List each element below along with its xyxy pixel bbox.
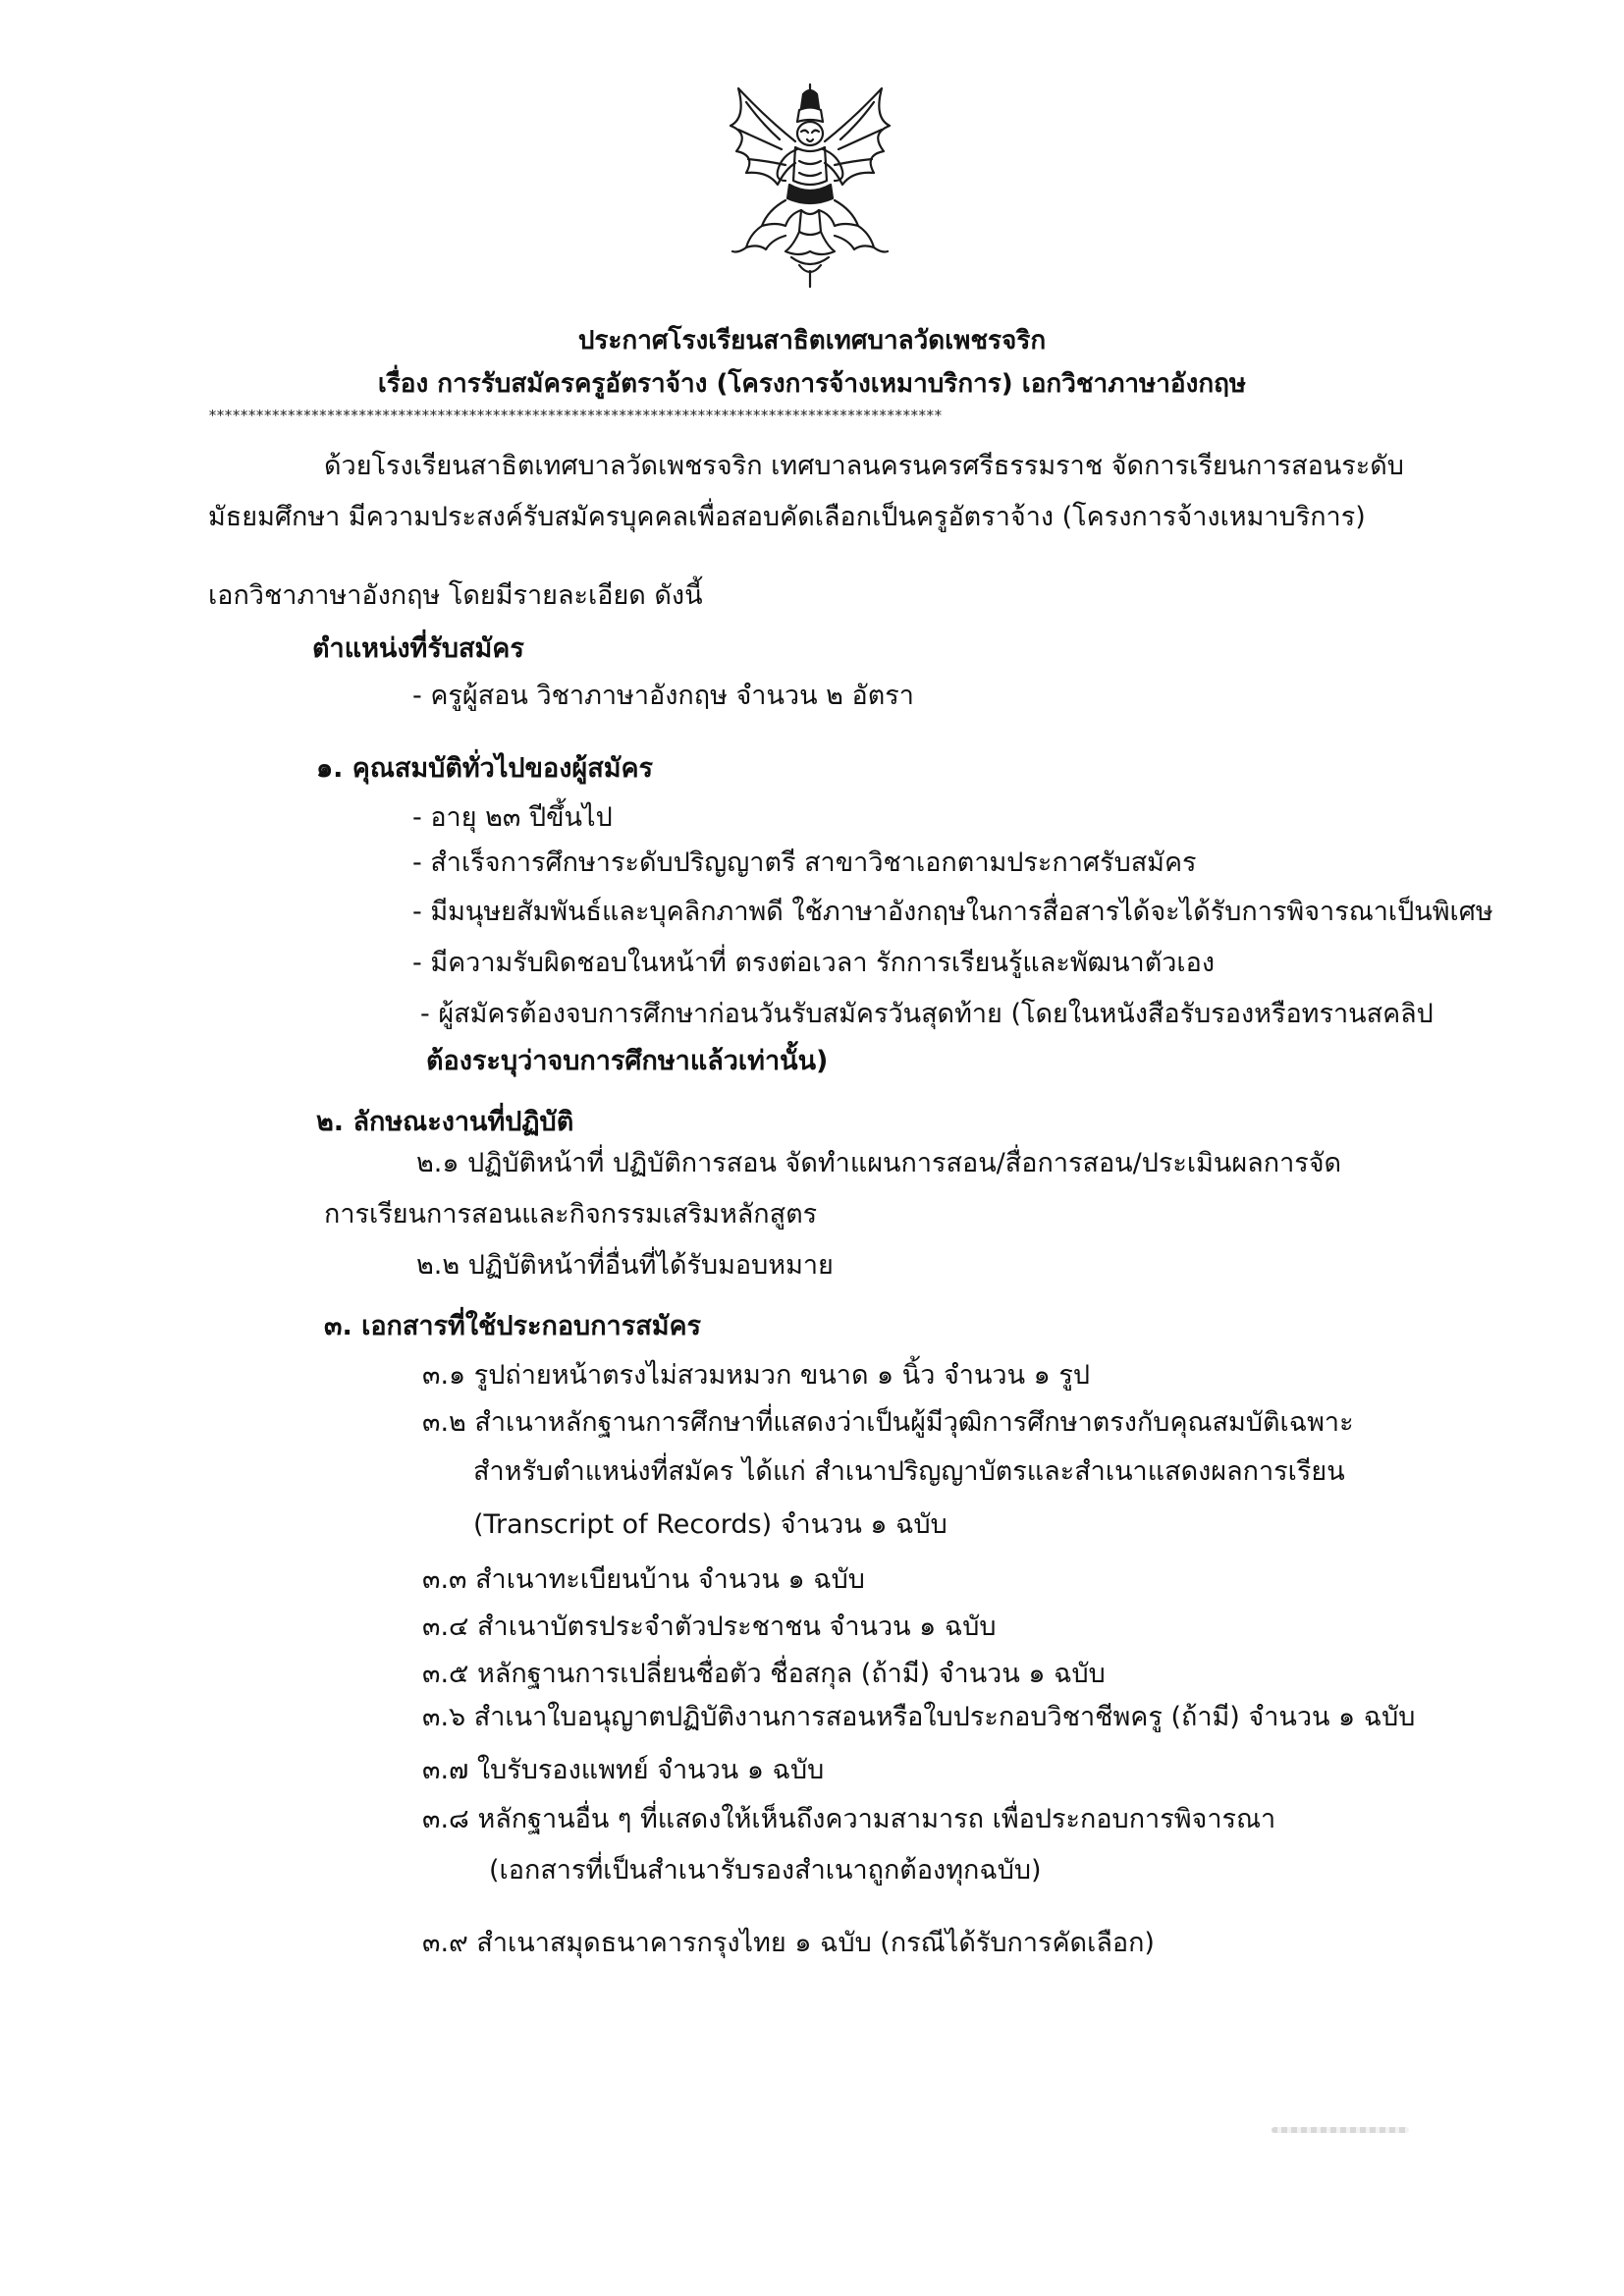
intro-line-3: เอกวิชาภาษาอังกฤษ โดยมีรายละเอียด ดังนี้ — [208, 580, 703, 611]
section3-item-6: ๓.๖ สำเนาใบอนุญาตปฏิบัติงานการสอนหรือใบประกอบวิชาชีพครู (ถ้ามี) จำนวน ๑ ฉบับ — [422, 1702, 1416, 1732]
section1-item: - สำเร็จการศึกษาระดับปริญญาตรี สาขาวิชาเอกตามประกาศรับสมัคร — [412, 847, 1197, 878]
section1-heading: ๑. คุณสมบัติทั่วไปของผู้สมัคร — [316, 753, 654, 784]
section1-item: - มีความรับผิดชอบในหน้าที่ ตรงต่อเวลา รักการเรียนรู้และพัฒนาตัวเอง — [412, 948, 1216, 978]
section3-item-2-line-2: สำหรับตำแหน่งที่สมัคร ได้แก่ สำเนาปริญญาบัตรและสำเนาแสดงผลการเรียน — [473, 1456, 1345, 1487]
position-item: - ครูผู้สอน วิชาภาษาอังกฤษ จำนวน ๒ อัตรา — [412, 681, 914, 711]
section3-item-7: ๓.๗ ใบรับรองแพทย์ จำนวน ๑ ฉบับ — [422, 1755, 825, 1785]
section3-item-9: ๓.๙ สำเนาสมุดธนาคารกรุงไทย ๑ ฉบับ (กรณีได้รับการคัดเลือก) — [422, 1928, 1155, 1958]
section3-item-8: ๓.๘ หลักฐานอื่น ๆ ที่แสดงให้เห็นถึงความสามารถ เพื่อประกอบการพิจารณา — [422, 1804, 1276, 1834]
section2-item-1: ๒.๑ ปฏิบัติหน้าที่ ปฏิบัติการสอน จัดทำแผนการสอน/สื่อการสอน/ประเมินผลการจัด — [416, 1148, 1342, 1178]
announcement-title: ประกาศโรงเรียนสาธิตเทศบาลวัดเพชรจริก — [577, 326, 1047, 355]
garuda-emblem-icon — [717, 79, 903, 290]
section3-heading: ๓. เอกสารที่ใช้ประกอบการสมัคร — [324, 1311, 702, 1341]
section3-item-5: ๓.๕ หลักฐานการเปลี่ยนชื่อตัว ชื่อสกุล (ถ้ามี) จำนวน ๑ ฉบับ — [422, 1659, 1106, 1689]
intro-line-2: มัธยมศึกษา มีความประสงค์รับสมัครบุคคลเพื่อสอบคัดเลือกเป็นครูอัตราจ้าง (โครงการจ้างเหมาบริการ) — [208, 502, 1366, 532]
announcement-subject: เรื่อง การรับสมัครครูอัตราจ้าง (โครงการจ้างเหมาบริการ) เอกวิชาภาษาอังกฤษ — [377, 369, 1247, 399]
section3-item-2-line-3: (Transcript of Records) จำนวน ๑ ฉบับ — [473, 1509, 947, 1540]
section3-item-8-line-2: (เอกสารที่เป็นสำเนารับรองสำเนาถูกต้องทุกฉบับ) — [489, 1855, 1042, 1886]
scan-smudge — [1272, 2127, 1409, 2133]
section3-item-2: ๓.๒ สำเนาหลักฐานการศึกษาที่แสดงว่าเป็นผู้มีวุฒิการศึกษาตรงกับคุณสมบัติเฉพาะ — [422, 1407, 1354, 1438]
section3-item-4: ๓.๔ สำเนาบัตรประจำตัวประชาชน จำนวน ๑ ฉบับ — [422, 1612, 997, 1642]
section1-item: - อายุ ๒๓ ปีขึ้นไป — [412, 802, 613, 833]
section1-item: - มีมนุษยสัมพันธ์และบุคลิกภาพดี ใช้ภาษาอังกฤษในการสื่อสารได้จะได้รับการพิจารณาเป็นพิเศษ — [412, 897, 1493, 927]
section3-item-1: ๓.๑ รูปถ่ายหน้าตรงไม่สวมหมวก ขนาด ๑ นิ้ว จำนวน ๑ รูป — [422, 1360, 1090, 1391]
section2-heading: ๒. ลักษณะงานที่ปฏิบัติ — [316, 1107, 574, 1137]
section3-item-3: ๓.๓ สำเนาทะเบียนบ้าน จำนวน ๑ ฉบับ — [422, 1564, 865, 1595]
section1-item: - ผู้สมัครต้องจบการศึกษาก่อนวันรับสมัครวันสุดท้าย (โดยในหนังสือรับรองหรือทรานสคลิป — [420, 999, 1434, 1029]
section2-item-2: ๒.๒ ปฏิบัติหน้าที่อื่นที่ได้รับมอบหมาย — [416, 1250, 834, 1281]
title-divider: ********************************************************************************************* — [208, 407, 942, 424]
section1-continuation: ต้องระบุว่าจบการศึกษาแล้วเท่านั้น) — [426, 1046, 829, 1076]
position-heading: ตำแหน่งที่รับสมัคร — [312, 633, 524, 664]
intro-line-1: ด้วยโรงเรียนสาธิตเทศบาลวัดเพชรจริก เทศบาลนครนครศรีธรรมราช จัดการเรียนการสอนระดับ — [324, 451, 1404, 481]
section2-item-1-continuation: การเรียนการสอนและกิจกรรมเสริมหลักสูตร — [324, 1199, 818, 1230]
